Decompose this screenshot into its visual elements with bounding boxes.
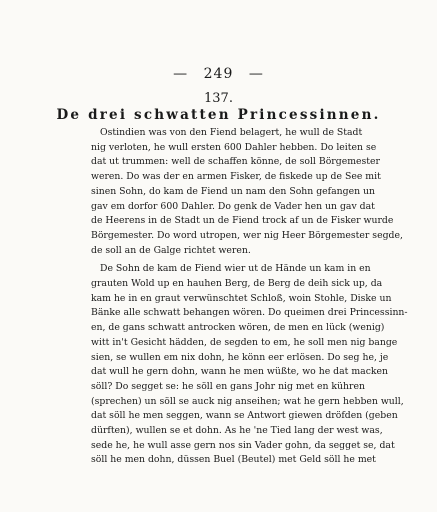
text-line: grauten Wold up en hauhen Berg, de Berg de deih sick up, da — [91, 278, 383, 290]
chapter-number: 137. — [204, 91, 233, 106]
text-line: dat söll he men seggen, wann se Antwort giewen dröfden (geben — [91, 410, 398, 422]
text-line: witt in't Gesicht hädden, de segden to em, he soll men nig bange — [91, 336, 398, 348]
body-text — [91, 126, 408, 468]
text-line: gav em dorfor 600 Dahler. Do genk de Vader hen un gav dat — [91, 200, 375, 212]
text-line: weren. Do was der en armen Fisker, de fiskede up de See mit — [91, 171, 381, 183]
chapter-title: De drei schwatten Princessinnen. — [56, 107, 381, 123]
text-line: Börgemester. Do word utropen, wer nig Heer Börgemester segde, — [91, 229, 403, 241]
text-line: dat ut trummen: well de schaffen könne, de soll Börgemester — [91, 156, 380, 168]
text-line: söll he men dohn, düssen Buel (Beutel) met Geld söll he met — [91, 454, 376, 466]
header-dash-left: — — [173, 66, 189, 82]
text-line: de soll an de Galge richtet weren. — [91, 244, 251, 256]
page-number: 249 — [203, 66, 234, 82]
text-line: (sprechen) un söll se auck nig anseihen; wat he gern hebben wull, — [91, 395, 404, 407]
text-line: nig verloten, he wull ersten 600 Dahler hebben. Do leiten se — [91, 141, 377, 153]
paragraph-2 — [91, 262, 408, 468]
text-line: söll? Do segget se: he söll en gans Johr nig met en kühren — [91, 380, 365, 392]
text-line: en, de gans schwatt antrocken wören, de men en lück (wenig) — [91, 322, 385, 334]
text-line: de Heerens in de Stadt un de Fiend trock af un de Fisker wurde — [91, 215, 394, 227]
header-dash-right: — — [248, 66, 264, 82]
paragraph-1 — [91, 126, 403, 258]
text-line: sinen Sohn, do kam de Fiend un nam den Sohn gefangen un — [91, 185, 376, 197]
text-line: kam he in en graut verwünschtet Schloß, woin Stohle, Diske un — [91, 292, 392, 304]
page-header — [0, 66, 437, 82]
text-line: Bänke alle schwatt behangen wören. Do queimen drei Princessinn- — [91, 307, 408, 319]
text-line: De Sohn de kam de Fiend wier ut de Hände un kam in en — [100, 263, 371, 275]
text-line: dat wull he gern dohn, wann he men wüßte, wo he dat macken — [91, 366, 389, 378]
text-line: dürften), wullen se et dohn. As he 'ne Tied lang der west was, — [91, 425, 383, 437]
text-line: sede he, he wull asse gern nos sin Vader gohn, da segget se, dat — [91, 439, 395, 451]
text-line: Ostindien was von den Fiend belagert, he wull de Stadt — [100, 127, 363, 138]
text-line: sien, se wullen em nix dohn, he könn eer erlösen. Do seg he, je — [91, 351, 389, 363]
